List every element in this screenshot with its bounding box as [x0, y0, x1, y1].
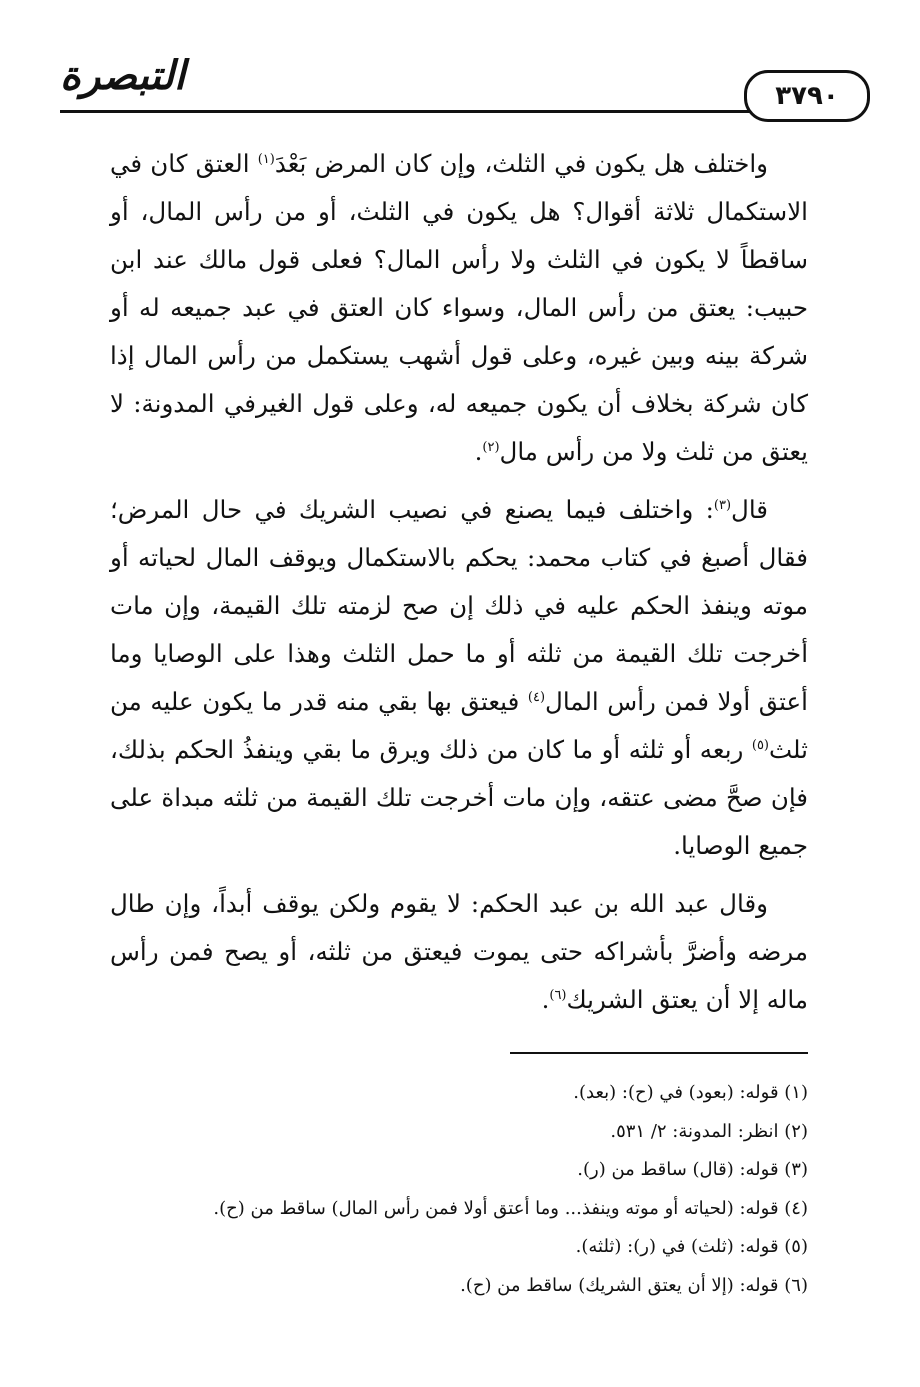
paragraph-text: وقال عبد الله بن عبد الحكم: لا يقوم ولكن يوقف أبداً، وإن طال مرضه وأضرَّ بأشراكه حتى يموت فيعتق من ثلثه، أو يصح فمن رأس ماله إلا أن يعتق الشريك	[110, 889, 808, 1014]
paragraph-text: ربعه أو ثلثه أو ما كان من ذلك ويرق ما بقي وينفذُ الحكم بذلك، فإن صحَّ مضى عتقه، وإن مات أخرجت تلك القيمة من ثلثه مبداة على جميع الوصايا.	[110, 735, 808, 860]
paragraph-text: واختلف هل يكون في الثلث، وإن كان المرض بَعْدَ	[274, 149, 768, 178]
footnote-ref: (١)	[257, 151, 275, 167]
footnotes-list	[110, 1074, 808, 1305]
page-header	[60, 48, 870, 118]
footnote-2: (٢) انظر: المدونة: ٢/ ٥٣١.	[610, 1120, 808, 1142]
footnote-ref: (٢)	[482, 439, 500, 455]
page-number: ٣٧٩٠	[744, 70, 870, 122]
paragraph-text: .	[474, 437, 483, 466]
paragraph-2	[110, 486, 808, 870]
footnote-4: (٤) قوله: (لحياته أو موته وينفذ... وما أعتق أولا فمن رأس المال) ساقط من (ح).	[213, 1197, 808, 1219]
paragraph-3	[110, 880, 808, 1024]
header-rule	[60, 110, 810, 113]
footnote-ref: (٦)	[549, 987, 567, 1003]
paragraph-text: : واختلف فيما يصنع في نصيب الشريك في حال المرض؛ فقال أصبغ في كتاب محمد: يحكم بالاستكمال ويوقف المال لحياته أو موته وينفذ الحكم عليه في ذلك إن صح لزمته تلك القيمة، وإن مات أخرجت تلك القيمة من ثلثه أو ما حمل الثلث وهذا على الوصايا وما أعتق أولا فمن رأس المال	[110, 495, 808, 716]
footnote-3: (٣) قوله: (قال) ساقط من (ر).	[577, 1159, 808, 1180]
footnote-separator	[510, 1052, 808, 1054]
footnote-ref: (٣)	[713, 497, 732, 513]
paragraph-text: فيعتق بها بقي منه قدر ما يكون عليه من ثلث	[110, 687, 808, 764]
paragraph-text: .	[541, 985, 550, 1014]
main-text	[110, 140, 808, 1034]
footnote-5: (٥) قوله: (ثلث) في (ر): (ثلثه).	[575, 1236, 808, 1257]
footnote-ref: (٤)	[527, 689, 546, 705]
book-title: التبصرة	[60, 52, 186, 99]
footnote-ref: (٥)	[751, 737, 769, 753]
footnote-6: (٦) قوله: (إلا أن يعتق الشريك) ساقط من (ح).	[460, 1274, 808, 1296]
paragraph-text: قال	[731, 495, 768, 524]
footnote-1: (١) قوله: (بعود) في (ح): (بعد).	[573, 1082, 808, 1103]
paragraph-1	[110, 140, 808, 476]
paragraph-text: العتق كان في الاستكمال ثلاثة أقوال؟ هل يكون في الثلث، أو من رأس المال، أو ساقطاً لا يكون في الثلث ولا رأس المال؟ فعلى قول مالك عند ابن حبيب: يعتق من رأس المال، وسواء كان العتق في عبد جميعه له أو شركة بينه وبين غيره، وعلى قول أشهب يستكمل من رأس المال إذا كان شركة بخلاف أن يكون جميعه له، وعلى قول الغيرفي المدونة: لا يعتق من ثلث ولا من رأس مال	[110, 149, 808, 466]
